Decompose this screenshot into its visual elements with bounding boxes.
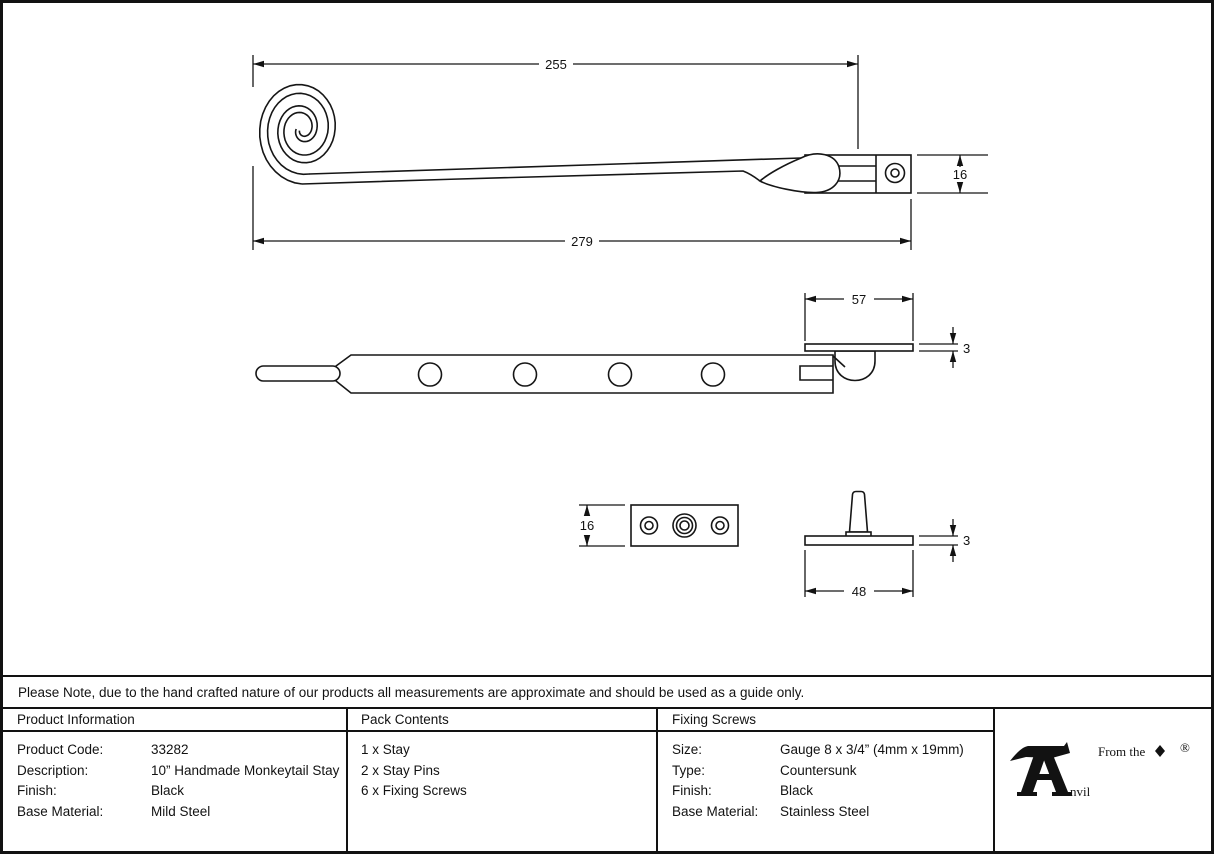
stay-hole — [702, 363, 725, 386]
description-value: 10” Handmade Monkeytail Stay — [151, 762, 340, 778]
screw-finish-value: Black — [780, 783, 814, 798]
spec-section — [3, 675, 1211, 851]
table-row: Finish: Black — [672, 781, 993, 802]
screw-size-value: Gauge 8 x 3/4” (4mm x 19mm) — [780, 742, 964, 757]
diamond-icon — [1155, 745, 1165, 757]
table-row: Base Material: Mild Steel — [17, 802, 346, 823]
stay-hole — [609, 363, 632, 386]
table-row: Finish: Black — [17, 781, 346, 802]
pack-contents-header: Pack Contents — [348, 709, 656, 732]
stay-tip — [256, 366, 340, 381]
table-row: Base Material: Stainless Steel — [672, 802, 993, 823]
dim-spiral-to-bracket: 255 — [545, 57, 567, 72]
pivot-hook — [835, 351, 875, 381]
dim-keep-height: 16 — [579, 518, 595, 533]
note-row — [3, 675, 1211, 709]
fixing-screws-column — [658, 709, 995, 851]
pin-base-plate — [805, 536, 913, 545]
stay-top-view-drawing — [256, 292, 970, 393]
pack-contents-column — [348, 709, 658, 851]
table-row: Description: 10” Handmade Monkeytail Stay — [17, 761, 346, 782]
stay-hole — [514, 363, 537, 386]
extension-lines-3-plate — [919, 344, 958, 351]
registered-mark: ® — [1180, 739, 1190, 755]
info-table — [3, 709, 1211, 851]
product-information-column — [3, 709, 348, 851]
stay-bar — [336, 355, 833, 393]
list-item: 6 x Fixing Screws — [361, 783, 467, 798]
list-item: 2 x Stay Pins — [361, 762, 440, 778]
table-row: Size: Gauge 8 x 3/4” (4mm x 19mm) — [672, 740, 993, 761]
fixing-screws-header: Fixing Screws — [658, 709, 993, 732]
dim-pin-base-thickness: 3 — [963, 533, 971, 548]
keep-plate — [631, 505, 738, 546]
spiral-outer-edge — [260, 85, 335, 184]
note-text: Please Note, due to the hand crafted nature of our products all measurements are approximate and should be used as a guide only. — [18, 684, 805, 700]
table-row: Type: Countersunk — [672, 761, 993, 782]
mounting-plate-edge — [805, 344, 913, 351]
pin-cone — [850, 492, 868, 533]
extension-lines-3-pin — [919, 536, 958, 545]
dim-overall-length: 279 — [571, 234, 593, 249]
stay-hole — [419, 363, 442, 386]
from-the-anvil-logo — [1008, 738, 1198, 823]
technical-drawing — [3, 3, 1211, 675]
stay-side-view-drawing — [253, 55, 988, 250]
brand-logo-cell — [995, 709, 1211, 851]
extension-lines-255 — [253, 55, 858, 250]
finish-value: Black — [151, 783, 185, 798]
product-code-value: 33282 — [151, 742, 189, 757]
screw-material-value: Stainless Steel — [780, 803, 870, 819]
stay-arm-bottom-edge — [302, 171, 760, 184]
product-information-header: Product Information — [3, 709, 346, 732]
keep-plate-drawing — [576, 505, 738, 546]
logo-prefix: From the — [1098, 743, 1146, 759]
dim-bracket-height: 16 — [952, 167, 968, 182]
dim-pin-base-length: 48 — [851, 584, 867, 599]
dim-plate-thickness: 3 — [963, 341, 971, 356]
list-item: 1 x Stay — [361, 742, 410, 757]
dim-plate-length: 57 — [851, 292, 867, 307]
table-row: Product Code: 33282 — [17, 740, 346, 761]
logo-wordmark-rest: nvil — [1070, 783, 1091, 799]
screw-type-value: Countersunk — [780, 762, 857, 778]
base-material-value: Mild Steel — [151, 803, 211, 819]
stay-pin-drawing — [805, 492, 970, 600]
